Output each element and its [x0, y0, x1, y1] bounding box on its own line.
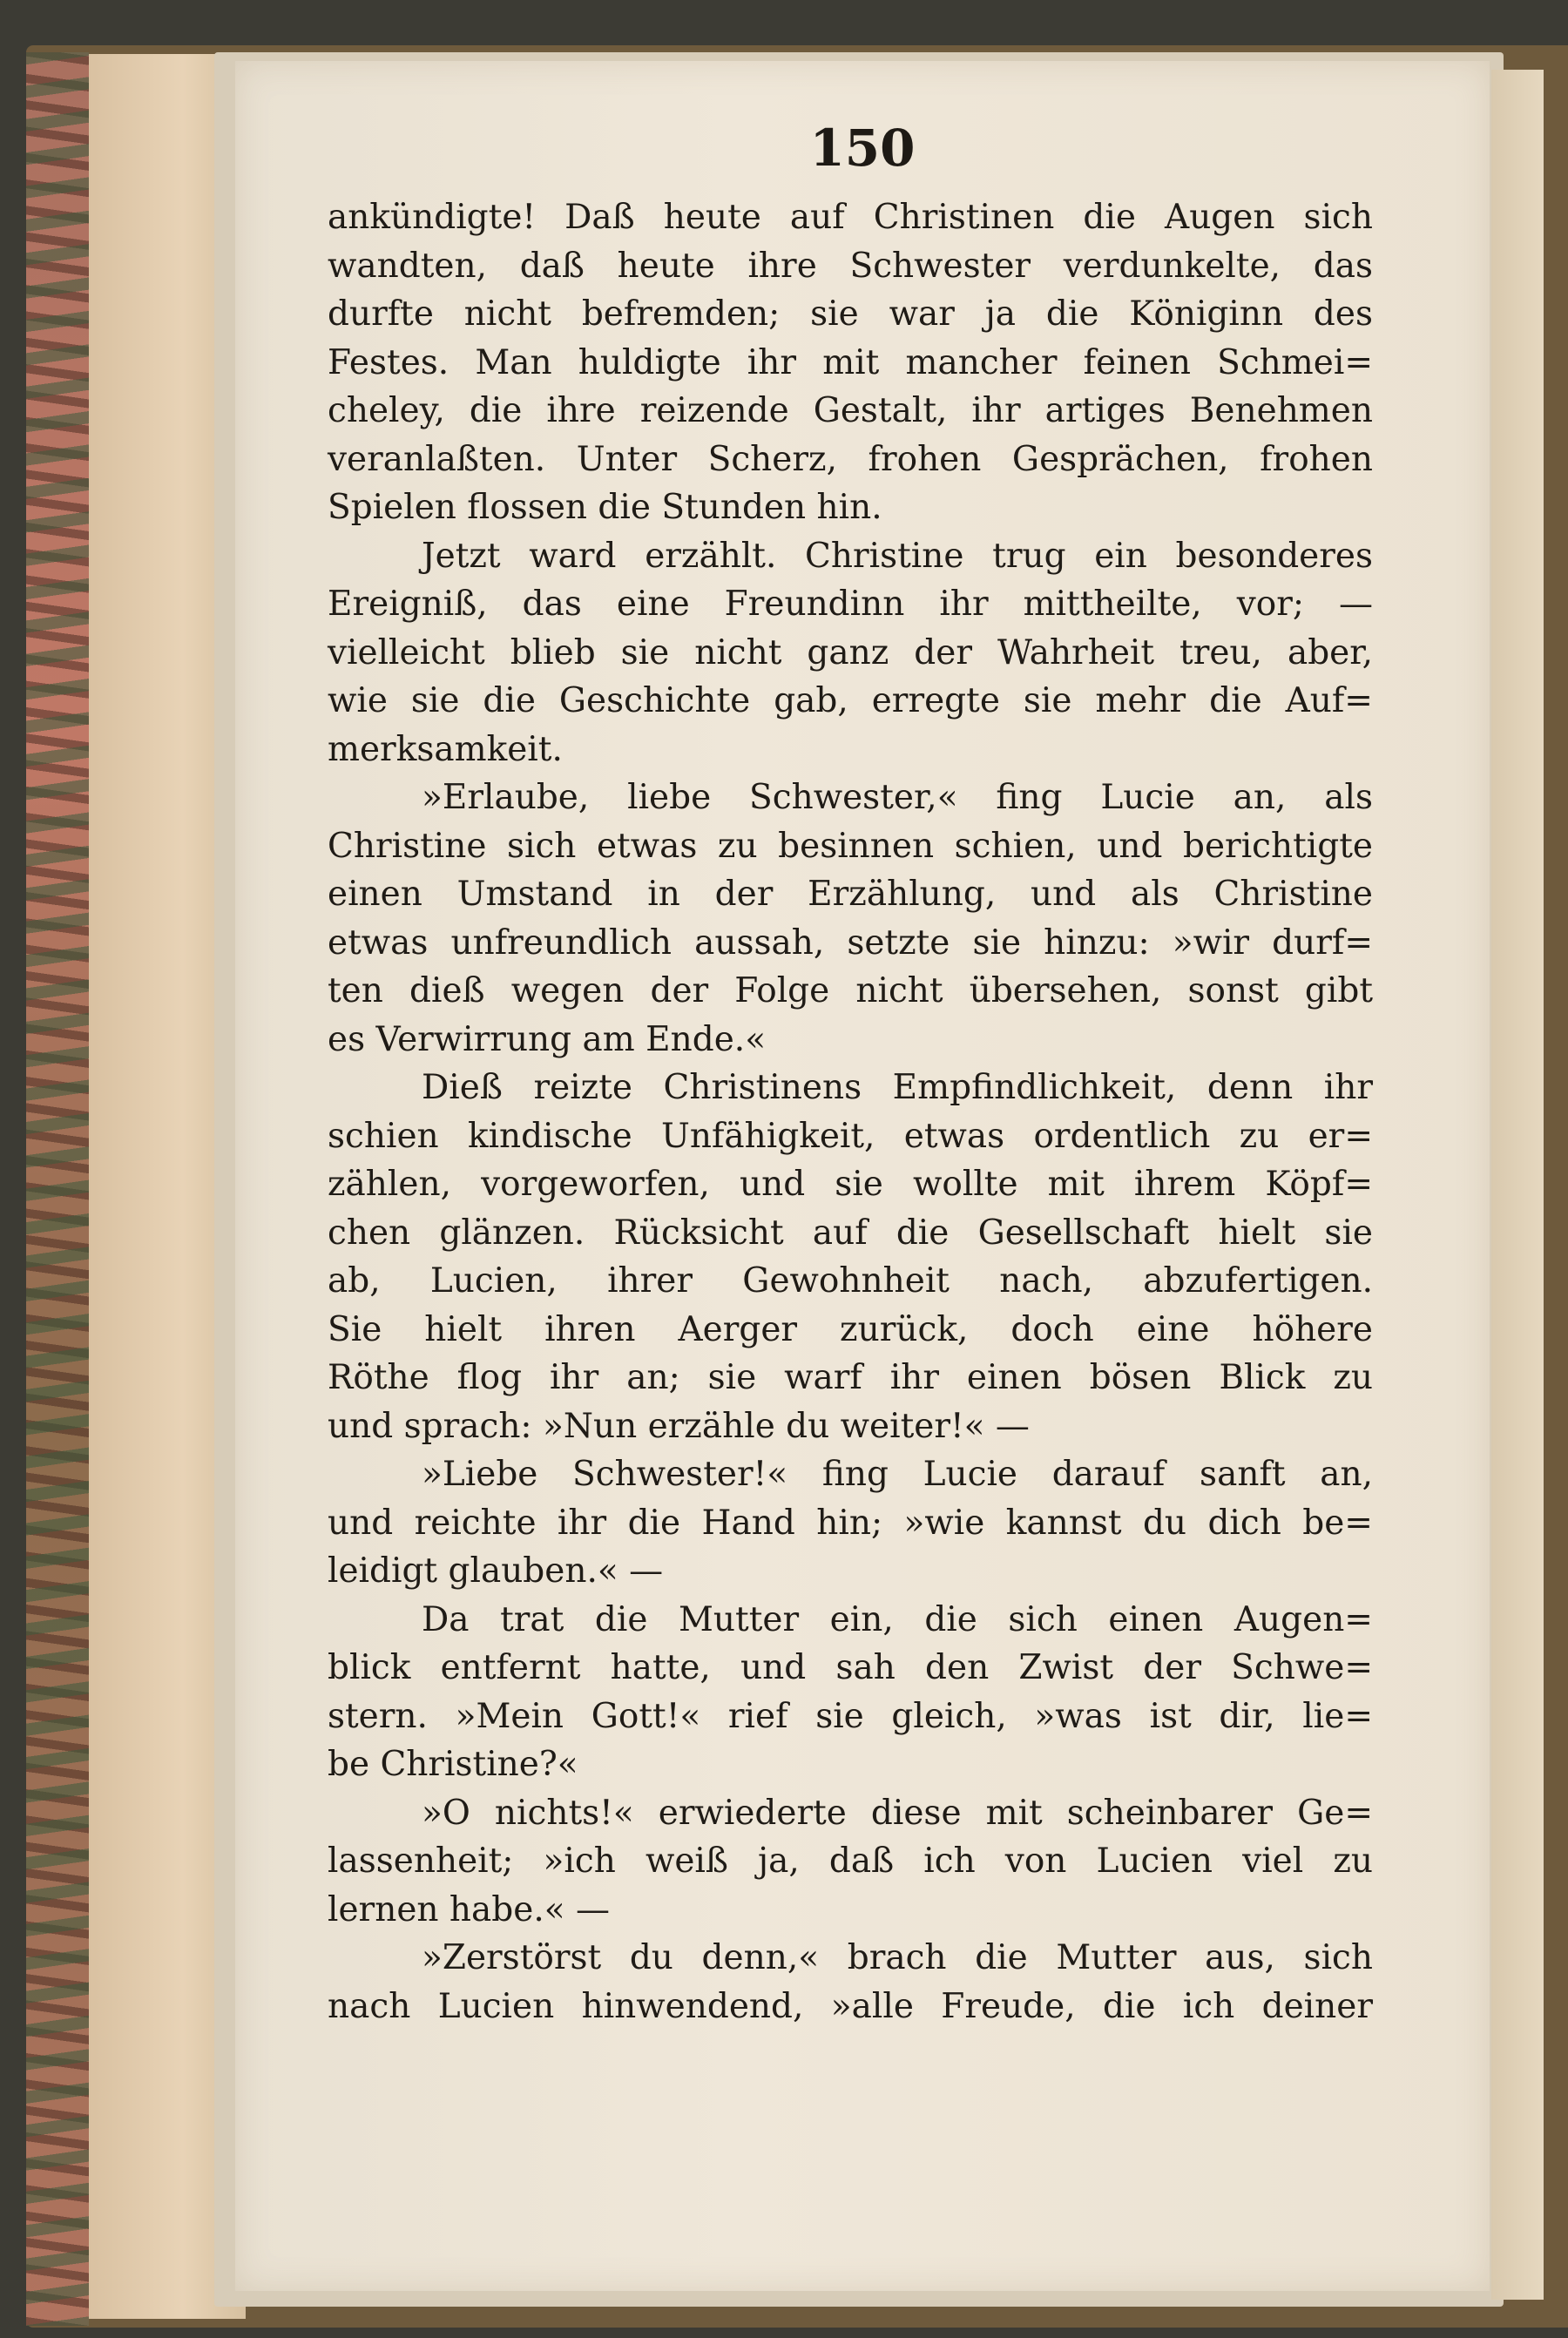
text-line: Ereigniß, das eine Freundinn ihr mittheilte, vor; —	[328, 584, 1373, 624]
text-line: stern. »Mein Gott!« rief sie gleich, »was ist dir, lie=	[328, 1696, 1373, 1736]
text-line: und sprach: »Nun erzähle du weiter!« —	[328, 1406, 1030, 1446]
text-line: »Zerstörst du denn,« brach die Mutter aus, sich	[422, 1938, 1373, 1977]
text-line: vielleicht blieb sie nicht ganz der Wahrheit treu, aber,	[328, 632, 1373, 672]
page-number: 150	[809, 118, 916, 178]
marbled-endpaper	[26, 52, 89, 2326]
text-line: Dieß reizte Christinens Empfindlichkeit, denn ihr	[422, 1068, 1373, 1107]
text-line: ab, Lucien, ihrer Gewohnheit nach, abzufertigen.	[328, 1261, 1373, 1301]
text-line: nach Lucien hinwendend, »alle Freude, die ich deiner	[328, 1986, 1373, 2026]
text-line: Christine sich etwas zu besinnen schien, und berichtigte	[328, 826, 1373, 866]
text-line: und reichte ihr die Hand hin; »wie kannst du dich be=	[328, 1503, 1373, 1543]
book-page	[235, 61, 1490, 2291]
text-line: wandten, daß heute ihre Schwester verdunkelte, das	[328, 246, 1373, 286]
text-line: lernen habe.« —	[328, 1889, 610, 1929]
text-line: leidigt glauben.« —	[328, 1551, 664, 1591]
text-line: Jetzt ward erzählt. Christine trug ein besonderes	[422, 536, 1373, 576]
text-line: be Christine?«	[328, 1745, 578, 1784]
text-line: es Verwirrung am Ende.«	[328, 1019, 767, 1059]
text-line: cheley, die ihre reizende Gestalt, ihr artiges Benehmen	[328, 391, 1373, 430]
text-line: ten dieß wegen der Folge nicht übersehen, sonst gibt	[328, 971, 1373, 1010]
text-line: Spielen flossen die Stunden hin.	[328, 488, 882, 527]
text-line: wie sie die Geschichte gab, erregte sie mehr die Auf=	[328, 681, 1373, 720]
text-line: Da trat die Mutter ein, die sich einen Augen=	[422, 1599, 1373, 1639]
text-line: lassenheit; »ich weiß ja, daß ich von Lucien viel zu	[328, 1841, 1373, 1881]
text-line: chen glänzen. Rücksicht auf die Gesellschaft hielt sie	[328, 1213, 1373, 1253]
text-line: etwas unfreundlich aussah, setzte sie hinzu: »wir durf=	[328, 922, 1373, 963]
text-line: Festes. Man huldigte ihr mit mancher feinen Schmei=	[328, 342, 1373, 382]
text-line: durfte nicht befremden; sie war ja die Königinn des	[328, 294, 1373, 334]
text-line: einen Umstand in der Erzählung, und als Christine	[328, 875, 1373, 914]
text-line: Röthe flog ihr an; sie warf ihr einen bösen Blick zu	[328, 1358, 1373, 1397]
text-line: ankündigte! Daß heute auf Christinen die Augen sich	[328, 198, 1373, 237]
text-line: merksamkeit.	[328, 729, 563, 769]
text-line: blick entfernt hatte, und sah den Zwist der Schwe=	[328, 1648, 1373, 1687]
text-line: veranlaßten. Unter Scherz, frohen Gesprächen, frohen	[328, 439, 1373, 479]
body-text	[328, 193, 1373, 2031]
next-page-edge	[1491, 70, 1544, 2300]
text-line: »O nichts!« erwiederte diese mit scheinbarer Ge=	[422, 1793, 1373, 1833]
text-line: »Erlaube, liebe Schwester,« fing Lucie an, als	[422, 778, 1373, 817]
text-line: Sie hielt ihren Aerger zurück, doch eine höhere	[328, 1309, 1373, 1349]
text-line: zählen, vorgeworfen, und sie wollte mit ihrem Köpf=	[328, 1165, 1373, 1204]
text-line: »Liebe Schwester!« fing Lucie darauf sanft an,	[422, 1455, 1373, 1494]
text-line: schien kindische Unfähigkeit, etwas ordentlich zu er=	[328, 1116, 1373, 1156]
